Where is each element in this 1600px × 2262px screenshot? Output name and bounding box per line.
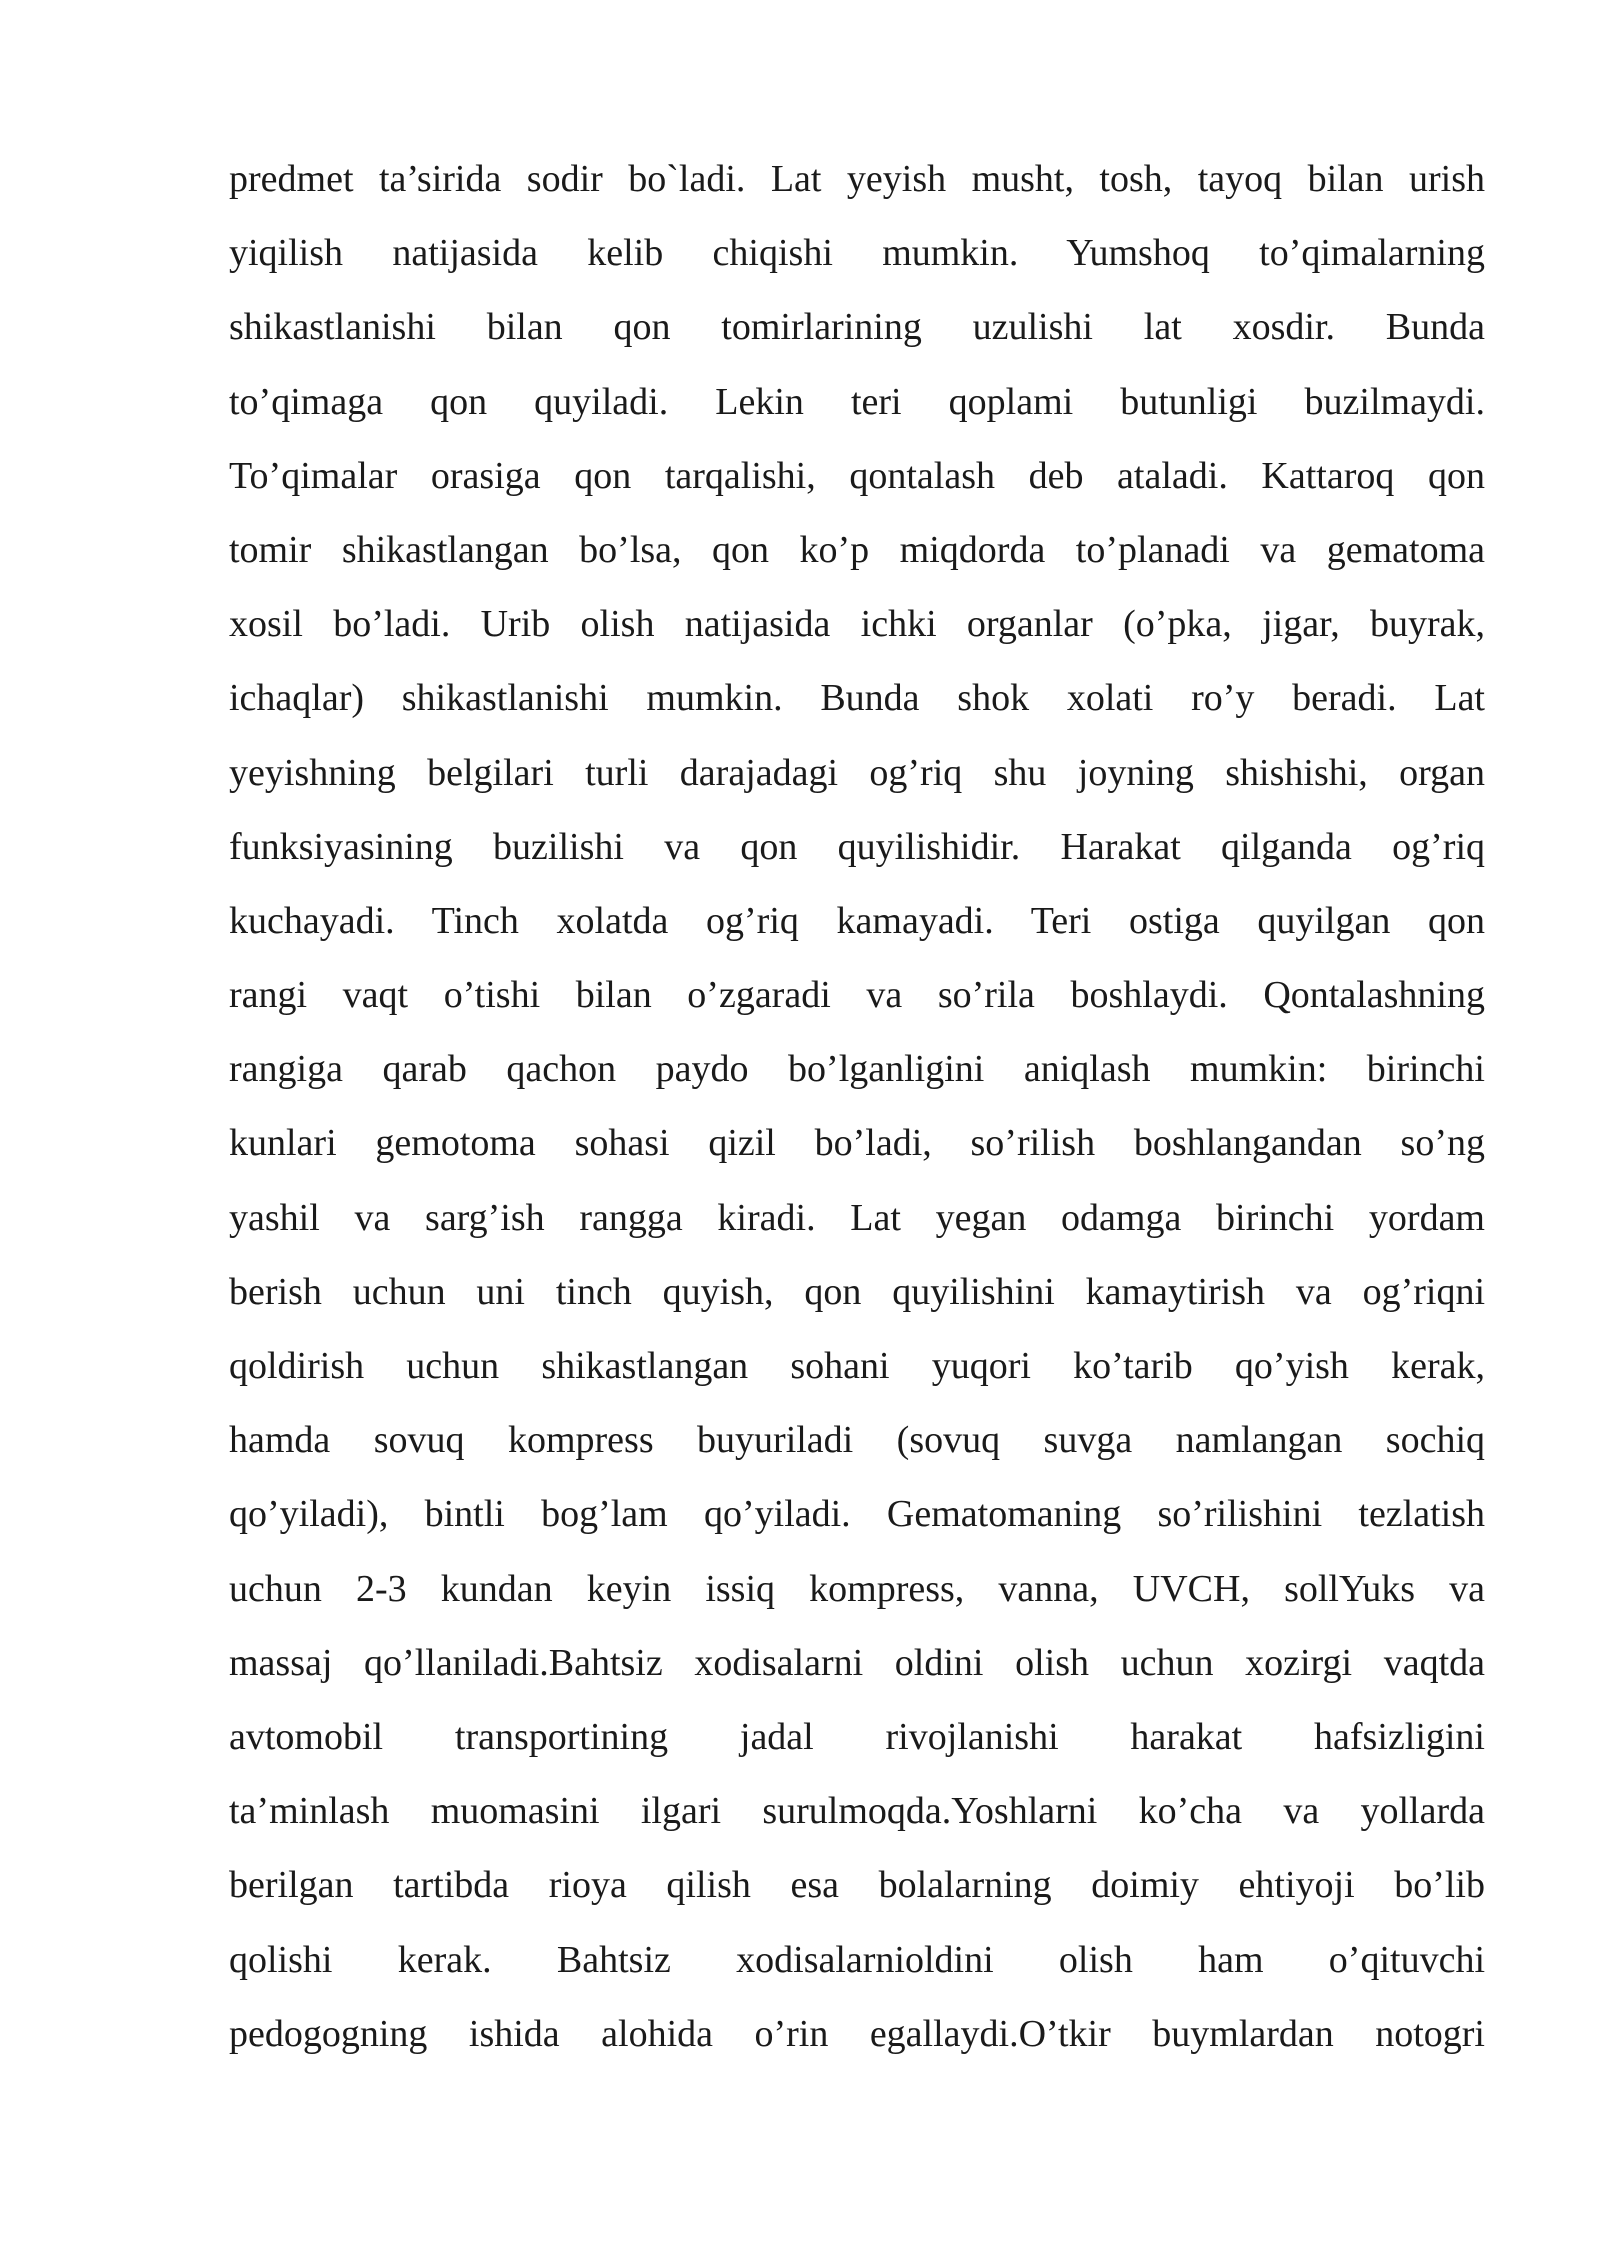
text-line: hamda sovuq kompress buyuriladi (sovuq suvga namlangan sochiq	[229, 1419, 1485, 1462]
text-line: kuchayadi. Tinch xolatda og’riq kamayadi. Teri ostiga quyilgan qon	[229, 899, 1485, 942]
body-text	[229, 150, 1485, 2079]
text-line: qoldirish uchun shikastlangan sohani yuqori ko’tarib qo’yish kerak,	[229, 1345, 1485, 1387]
text-line: funksiyasining buzilishi va qon quyilishidir. Harakat qilganda og’riq	[229, 825, 1485, 868]
text-line: shikastlanishi bilan qon tomirlarining uzulishi lat xosdir. Bunda	[229, 306, 1485, 349]
text-line: qolishi kerak. Bahtsiz xodisalarnioldini olish ham o’qituvchi	[229, 1938, 1485, 1981]
text-line: berilgan tartibda rioya qilish esa bolalarning doimiy ehtiyoji bo’lib	[229, 1864, 1485, 1907]
text-line: yashil va sarg’ish rangga kiradi. Lat yegan odamga birinchi yordam	[229, 1196, 1485, 1239]
text-line: predmet ta’sirida sodir bo`ladi. Lat yeyish musht, tosh, tayoq bilan urish	[229, 158, 1485, 200]
text-line: massaj qo’llaniladi.Bahtsiz xodisalarni oldini olish uchun xozirgi vaqtda	[229, 1641, 1485, 1684]
text-line: uchun 2-3 kundan keyin issiq kompress, vanna, UVCH, sollYuks va	[229, 1567, 1485, 1610]
text-line: yeyishning belgilari turli darajadagi og’riq shu joyning shishishi, organ	[229, 751, 1485, 794]
text-line: To’qimalar orasiga qon tarqalishi, qontalash deb ataladi. Kattaroq qon	[229, 454, 1485, 497]
text-line: pedogogning ishida alohida o’rin egallaydi.O’tkir buymlardan notogri	[229, 2012, 1485, 2055]
text-line: avtomobil transportining jadal rivojlanishi harakat hafsizligini	[229, 1715, 1485, 1758]
text-line: rangiga qarab qachon paydo bo’lganligini aniqlash mumkin: birinchi	[229, 1048, 1485, 1091]
text-line: qo’yiladi), bintli bog’lam qo’yiladi. Gematomaning so’rilishini tezlatish	[229, 1493, 1485, 1536]
text-line: rangi vaqt o’tishi bilan o’zgaradi va so’rila boshlaydi. Qontalashning	[229, 974, 1485, 1017]
text-line: kunlari gemotoma sohasi qizil bo’ladi, so’rilish boshlangandan so’ng	[229, 1122, 1485, 1165]
text-line: ta’minlash muomasini ilgari surulmoqda.Yoshlarni ko’cha va yollarda	[229, 1790, 1485, 1833]
text-line: yiqilish natijasida kelib chiqishi mumkin. Yumshoq to’qimalarning	[229, 232, 1485, 275]
text-line: berish uchun uni tinch quyish, qon quyilishini kamaytirish va og’riqni	[229, 1270, 1485, 1313]
text-line: tomir shikastlangan bo’lsa, qon ko’p miqdorda to’planadi va gematoma	[229, 528, 1485, 571]
text-line: to’qimaga qon quyiladi. Lekin teri qoplami butunligi buzilmaydi.	[229, 380, 1485, 423]
text-line: xosil bo’ladi. Urib olish natijasida ichki organlar (o’pka, jigar, buyrak,	[229, 603, 1485, 646]
text-line: ichaqlar) shikastlanishi mumkin. Bunda shok xolati ro’y beradi. Lat	[229, 677, 1485, 720]
